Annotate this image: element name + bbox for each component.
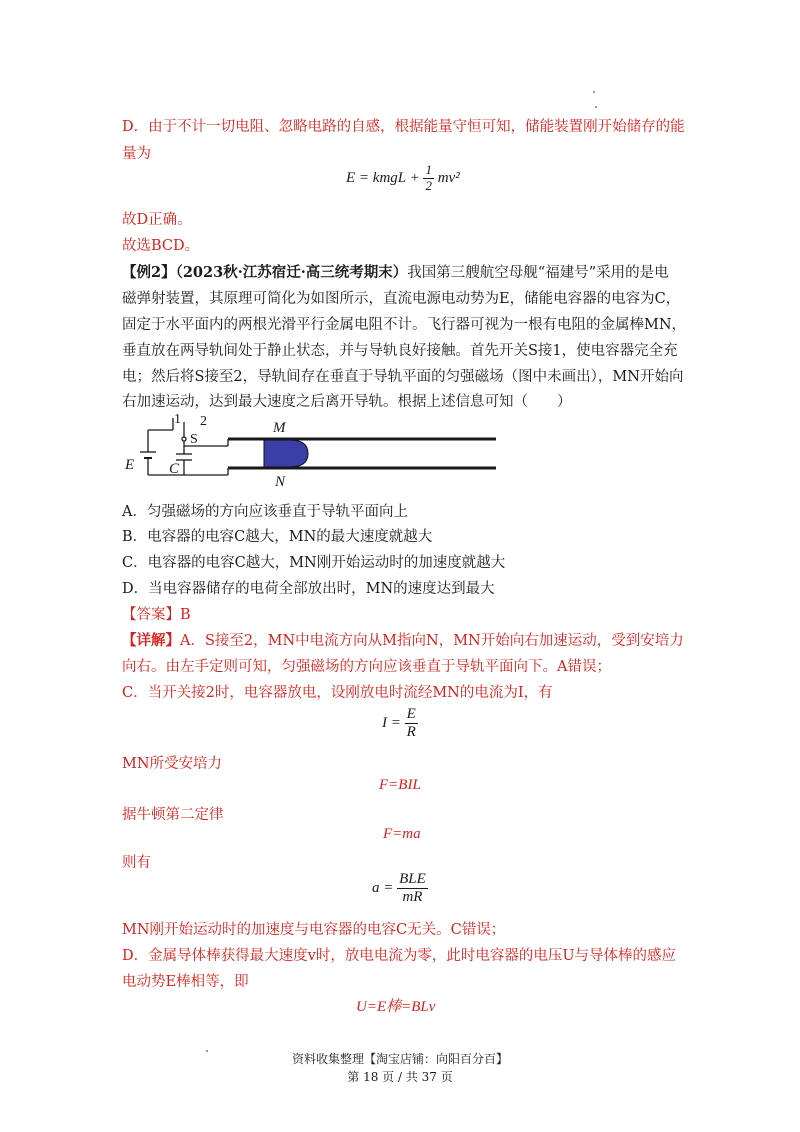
- option-a: A．匀强磁场的方向应该垂直于导轨平面向上: [122, 504, 408, 520]
- example2-line1-rest: 我国第三艘航空母舰“福建号”采用的是电: [407, 265, 669, 281]
- example2-line6: 右加速运动，达到最大速度之后离开导轨。根据上述信息可知（ ）: [122, 394, 572, 410]
- option-d: D．当电容器储存的电荷全部放出时，MN的速度达到最大: [122, 581, 495, 597]
- detail-line7: MN刚开始运动时的加速度与电容器的电容C无关。C错误；: [122, 922, 506, 938]
- fraction-denominator: 2: [425, 177, 432, 193]
- energy-equation-fraction: [423, 163, 434, 194]
- detail-line1-rest: A．S接至2，MN中电流方向从M指向N，MN开始向右加速运动，受到安培力: [180, 633, 684, 649]
- eq4-left: a =: [372, 880, 394, 897]
- scan-dot: [593, 91, 595, 93]
- label-c: C: [169, 461, 180, 477]
- example2-line5: 电；然后将S接至2，导轨间存在垂直于导轨平面的匀强磁场（图中未画出），MN开始向: [122, 369, 684, 385]
- detail-line2: 向右。由左手定则可知，匀强磁场的方向应该垂直于导轨平面向下。A错误；: [122, 659, 611, 675]
- option-b: B．电容器的电容C越大，MN的最大速度就越大: [122, 529, 433, 545]
- eq4-fraction: [397, 871, 428, 907]
- example2-line1: [122, 261, 669, 282]
- footer-page-number: 第 18 页 / 共 37 页: [347, 1070, 453, 1084]
- label-m: M: [273, 420, 286, 436]
- equation-newton: F=ma: [383, 826, 421, 842]
- equation-current: [382, 706, 418, 742]
- energy-equation: [346, 163, 460, 194]
- detail-tag: 【详解】: [122, 632, 180, 649]
- label-terminal-1: 1: [174, 412, 181, 427]
- fraction-denominator: R: [406, 724, 416, 741]
- example2-tag: 【例2】: [122, 264, 176, 281]
- detail-line8: D．金属导体棒获得最大速度v时，放电电流为零，此时电容器的电压U与导体棒的感应: [122, 948, 677, 964]
- scan-dot: [595, 106, 597, 108]
- example2-line3: 固定于水平面内的两根光滑平行金属电阻不计。飞行器可视为一根有电阻的金属棒MN，: [122, 317, 687, 333]
- detail-line3: C．当开关接2时，电容器放电，设刚放电时流经MN的电流为I，有: [122, 685, 553, 701]
- circuit-diagram: [118, 410, 498, 492]
- detail-line1: [122, 629, 684, 650]
- example2-source: （2023秋·江苏宿迁·高三统考期末）: [175, 264, 408, 281]
- label-n: N: [275, 474, 286, 490]
- fraction-numerator: E: [406, 706, 416, 722]
- answer-value: B: [180, 607, 191, 623]
- footer-source: 资料收集整理【淘宝店铺：向阳百分百】: [291, 1052, 508, 1066]
- d-conclusion-line1: D．由于不计一切电阻、忽略电路的自感，根据能量守恒可知，储能装置刚开始储存的能: [122, 119, 685, 135]
- fraction-numerator: BLE: [399, 871, 426, 887]
- metal-rod-mn: [264, 440, 308, 467]
- detail-line4: MN所受安培力: [122, 756, 223, 772]
- eq1-fraction: [405, 706, 418, 742]
- option-c: C．电容器的电容C越大，MN刚开始运动时的加速度就越大: [122, 555, 506, 571]
- detail-line6: 则有: [122, 855, 151, 871]
- example2-line4: 垂直放在两导轨间处于静止状态，并与导轨良好接触。首先开关S接1，使电容器完全充: [122, 343, 678, 359]
- energy-equation-right: mv²: [437, 169, 460, 186]
- equation-acceleration: [372, 871, 428, 907]
- d-conclusion-line2: 量为: [122, 146, 151, 162]
- label-e: E: [125, 457, 135, 473]
- answer-select: 故选BCD。: [122, 238, 200, 254]
- label-switch-s: S: [190, 432, 198, 447]
- detail-line9: 电动势E棒相等，即: [122, 974, 249, 990]
- equation-ampere-force: F=BIL: [379, 777, 421, 793]
- answer-tag: 【答案】: [122, 607, 180, 623]
- answer-line: [122, 603, 191, 624]
- fraction-numerator: 1: [425, 162, 432, 177]
- switch-pivot: [182, 437, 186, 441]
- d-correct: 故D正确。: [122, 212, 192, 228]
- example2-line2: 磁弹射装置，其原理可简化为如图所示，直流电源电动势为E，储能电容器的电容为C，: [122, 291, 681, 307]
- eq1-left: I =: [382, 715, 401, 732]
- label-terminal-2: 2: [200, 414, 207, 429]
- energy-equation-left: E = kmgL +: [346, 169, 420, 186]
- fraction-denominator: mR: [397, 888, 428, 906]
- equation-voltage: U=E棒=BLv: [356, 999, 436, 1015]
- detail-line5: 据牛顿第二定律: [122, 807, 224, 823]
